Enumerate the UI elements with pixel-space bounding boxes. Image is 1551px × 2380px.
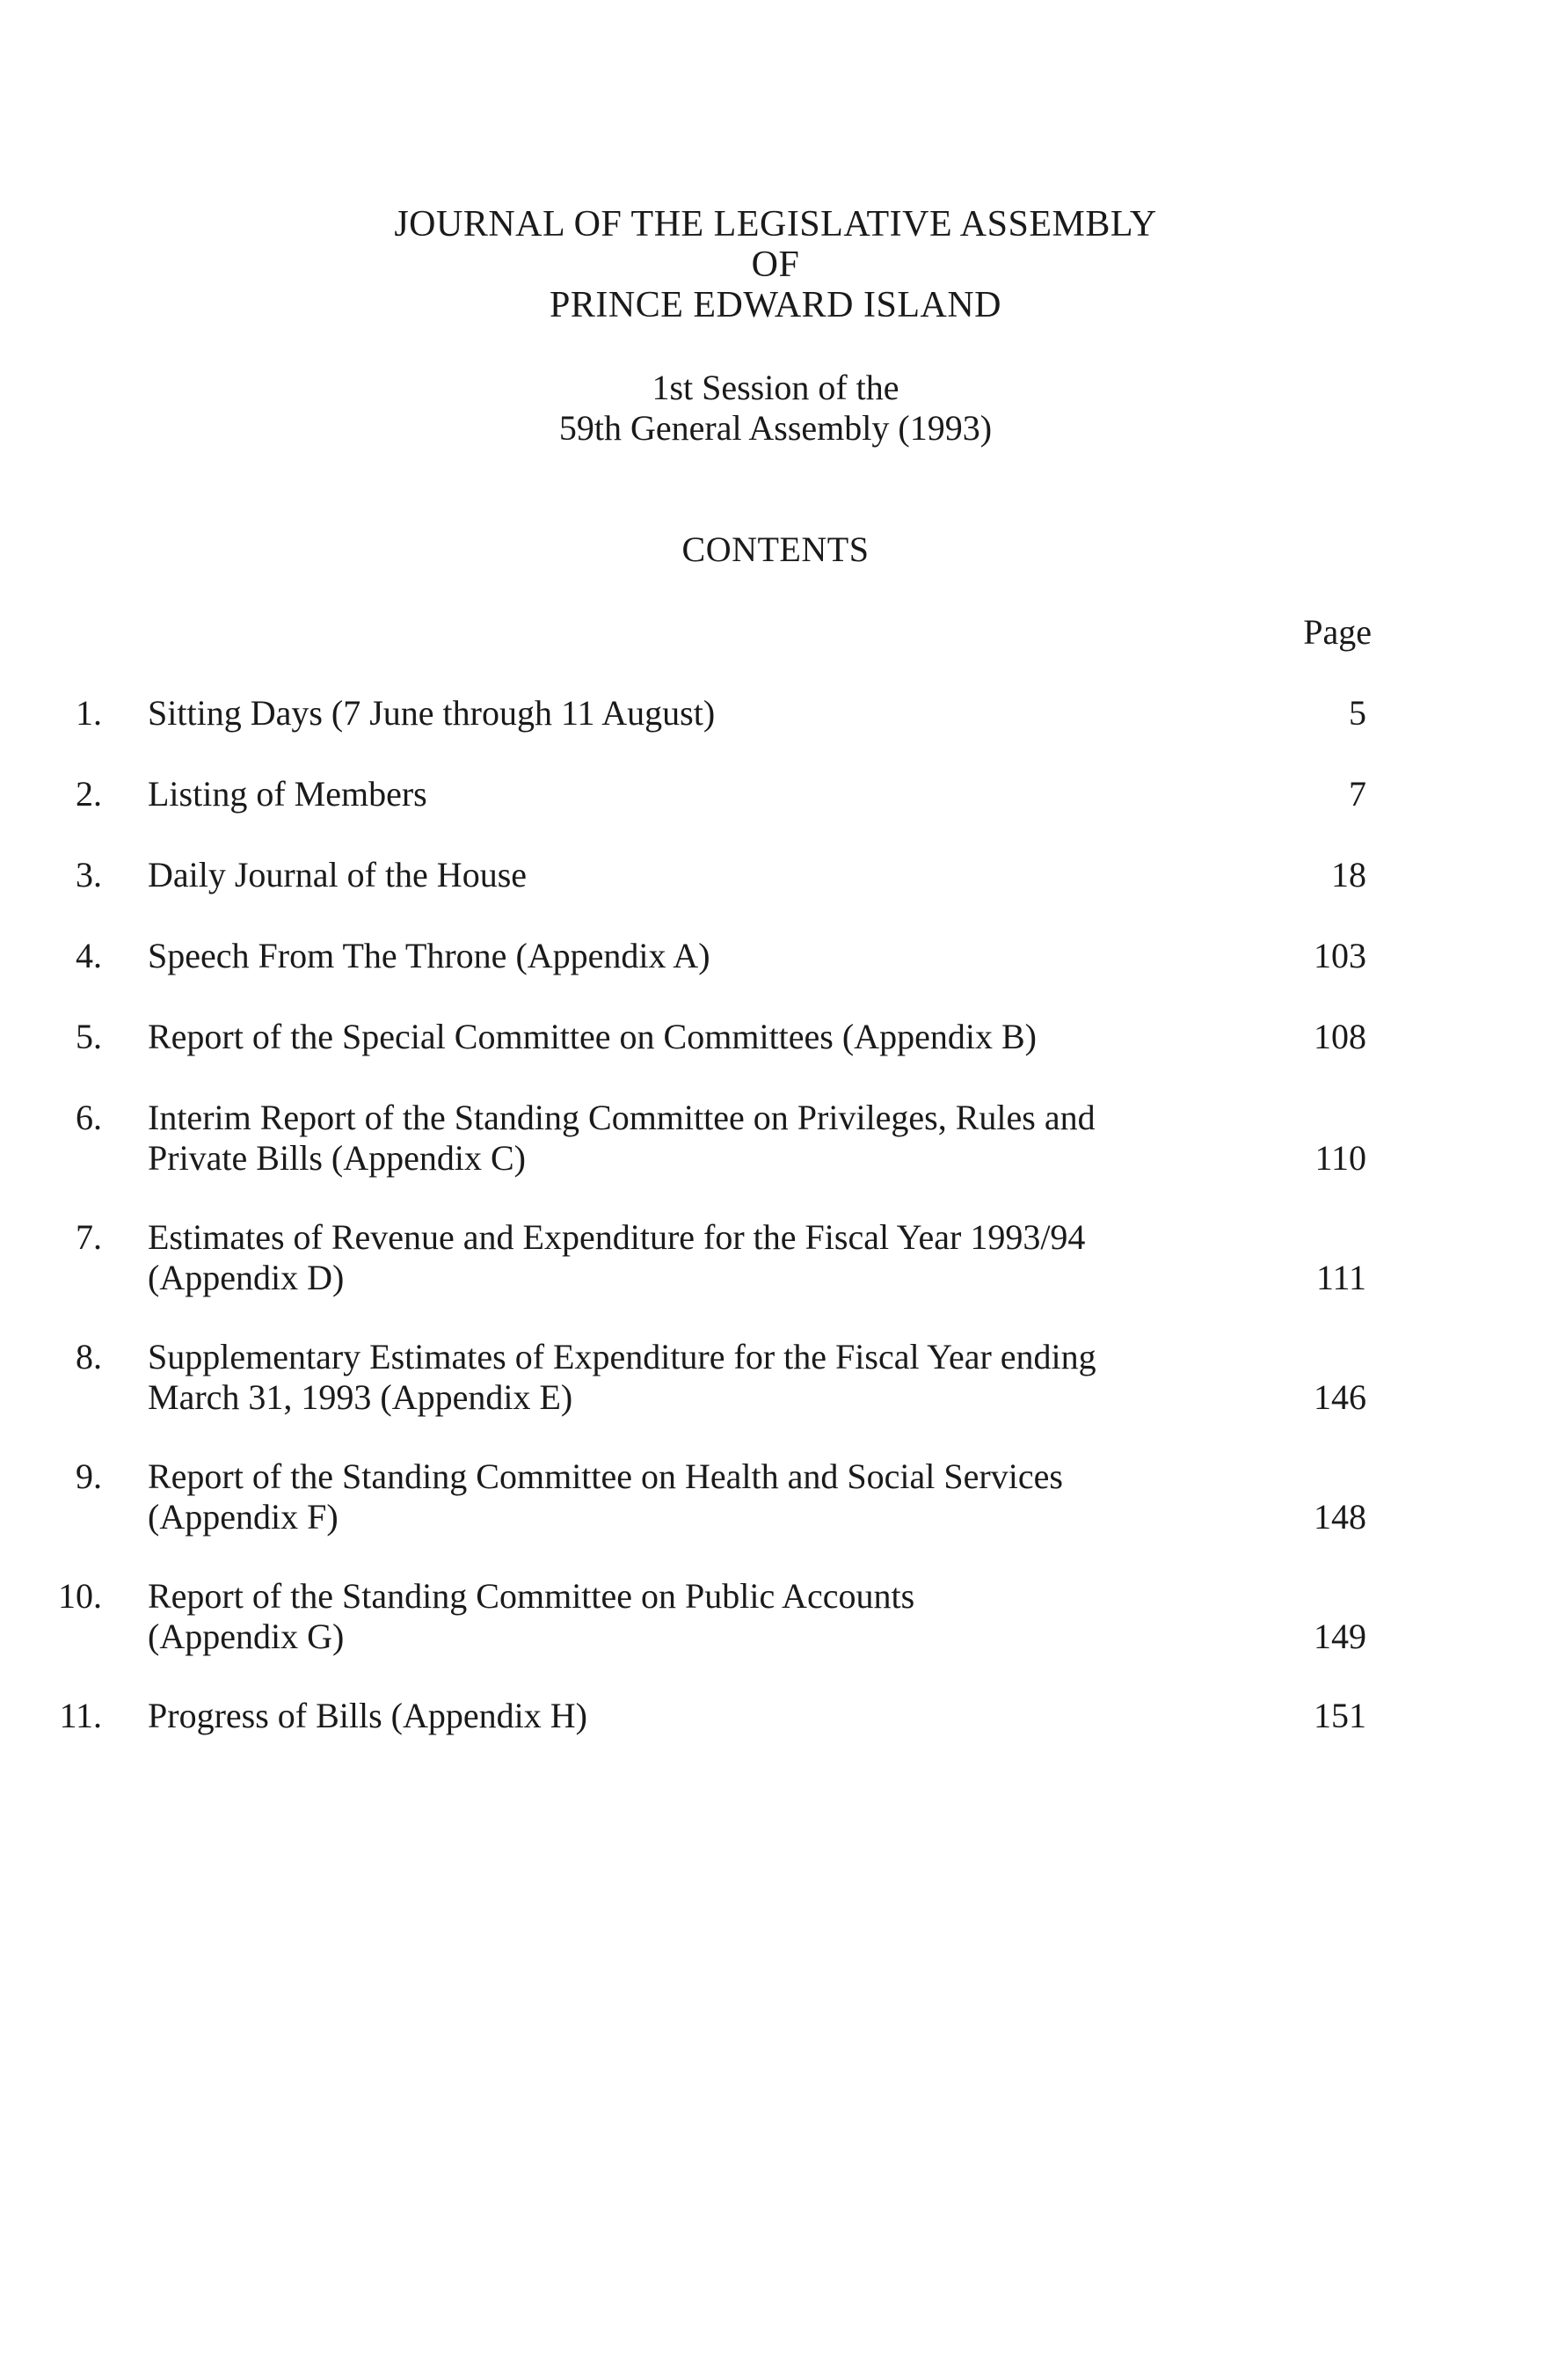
toc-entry-title-line: (Appendix G) bbox=[148, 1617, 345, 1656]
toc-entry-title bbox=[148, 936, 1212, 976]
toc-entry-title-line: Daily Journal of the House bbox=[148, 855, 528, 894]
toc-entry-page: 146 bbox=[1314, 1377, 1366, 1417]
toc-entry-page: 149 bbox=[1314, 1617, 1366, 1656]
toc-entry-number: 6. bbox=[76, 1098, 102, 1137]
toc-entry-page: 148 bbox=[1314, 1497, 1366, 1537]
page-column-label: Page bbox=[1303, 612, 1372, 652]
toc-entry-number: 9. bbox=[76, 1456, 102, 1496]
toc-entry-title bbox=[148, 1217, 1212, 1298]
toc-entry-title-line: Report of the Standing Committee on Public Accounts bbox=[148, 1576, 915, 1616]
toc-entry-title-line: (Appendix F) bbox=[148, 1497, 339, 1537]
toc-entry-number: 10. bbox=[58, 1576, 102, 1616]
toc-entry-number: 8. bbox=[76, 1337, 102, 1376]
session-line-2: 59th General Assembly (1993) bbox=[558, 408, 993, 448]
toc-entry-title bbox=[148, 1696, 1212, 1736]
toc-entry-title-line: Interim Report of the Standing Committee on Privileges, Rules and bbox=[148, 1098, 1096, 1137]
toc-entry-title bbox=[148, 1098, 1212, 1179]
toc-entry-title-line: Sitting Days (7 June through 11 August) bbox=[148, 693, 716, 733]
toc-entry-page: 110 bbox=[1314, 1138, 1366, 1178]
toc-entry-title-line: Supplementary Estimates of Expenditure for the Fiscal Year ending bbox=[148, 1337, 1096, 1376]
toc-entry-title-line: Private Bills (Appendix C) bbox=[148, 1138, 526, 1178]
toc-entry-title-line: Listing of Members bbox=[148, 774, 427, 814]
toc-entry-title bbox=[148, 1456, 1212, 1537]
toc-entry-number: 2. bbox=[76, 774, 102, 814]
toc-entry-title-line: Report of the Special Committee on Committees (Appendix B) bbox=[148, 1017, 1037, 1056]
toc-entry-title-line: Speech From The Throne (Appendix A) bbox=[148, 936, 710, 975]
toc-entry-title bbox=[148, 1337, 1212, 1418]
toc-entry-title bbox=[148, 855, 1212, 895]
toc-entry-page: 151 bbox=[1314, 1696, 1366, 1735]
toc-entry-title-line: (Appendix D) bbox=[148, 1258, 345, 1297]
toc-entry-page: 108 bbox=[1314, 1017, 1366, 1056]
toc-entry-page: 7 bbox=[1349, 774, 1366, 814]
toc-entry-number: 11. bbox=[59, 1696, 102, 1735]
journal-title-line-2: OF bbox=[751, 245, 800, 285]
toc-entry-number: 5. bbox=[76, 1017, 102, 1056]
session-line-1: 1st Session of the bbox=[652, 368, 899, 407]
toc-entry-page: 103 bbox=[1314, 936, 1366, 975]
toc-entry-number: 3. bbox=[76, 855, 102, 894]
toc-entry-page: 111 bbox=[1315, 1258, 1366, 1297]
toc-entry-title-line: Progress of Bills (Appendix H) bbox=[148, 1696, 587, 1735]
toc-entry-title bbox=[148, 1017, 1212, 1057]
toc-entry-title bbox=[148, 1576, 1212, 1657]
contents-heading: CONTENTS bbox=[681, 529, 870, 569]
toc-entry-number: 7. bbox=[76, 1217, 102, 1257]
toc-entry-number: 4. bbox=[76, 936, 102, 975]
toc-entry-number: 1. bbox=[76, 693, 102, 733]
journal-title-line-1: JOURNAL OF THE LEGISLATIVE ASSEMBLY bbox=[394, 204, 1157, 245]
toc-entry-title bbox=[148, 774, 1212, 814]
toc-entry-title-line: March 31, 1993 (Appendix E) bbox=[148, 1377, 573, 1417]
toc-entry-title-line: Estimates of Revenue and Expenditure for the Fiscal Year 1993/94 bbox=[148, 1217, 1086, 1257]
journal-title-line-3: PRINCE EDWARD ISLAND bbox=[550, 285, 1001, 325]
toc-entry-title bbox=[148, 693, 1212, 734]
toc-entry-page: 18 bbox=[1331, 855, 1366, 894]
toc-entry-title-line: Report of the Standing Committee on Health and Social Services bbox=[148, 1456, 1063, 1496]
toc-entry-page: 5 bbox=[1349, 693, 1366, 733]
